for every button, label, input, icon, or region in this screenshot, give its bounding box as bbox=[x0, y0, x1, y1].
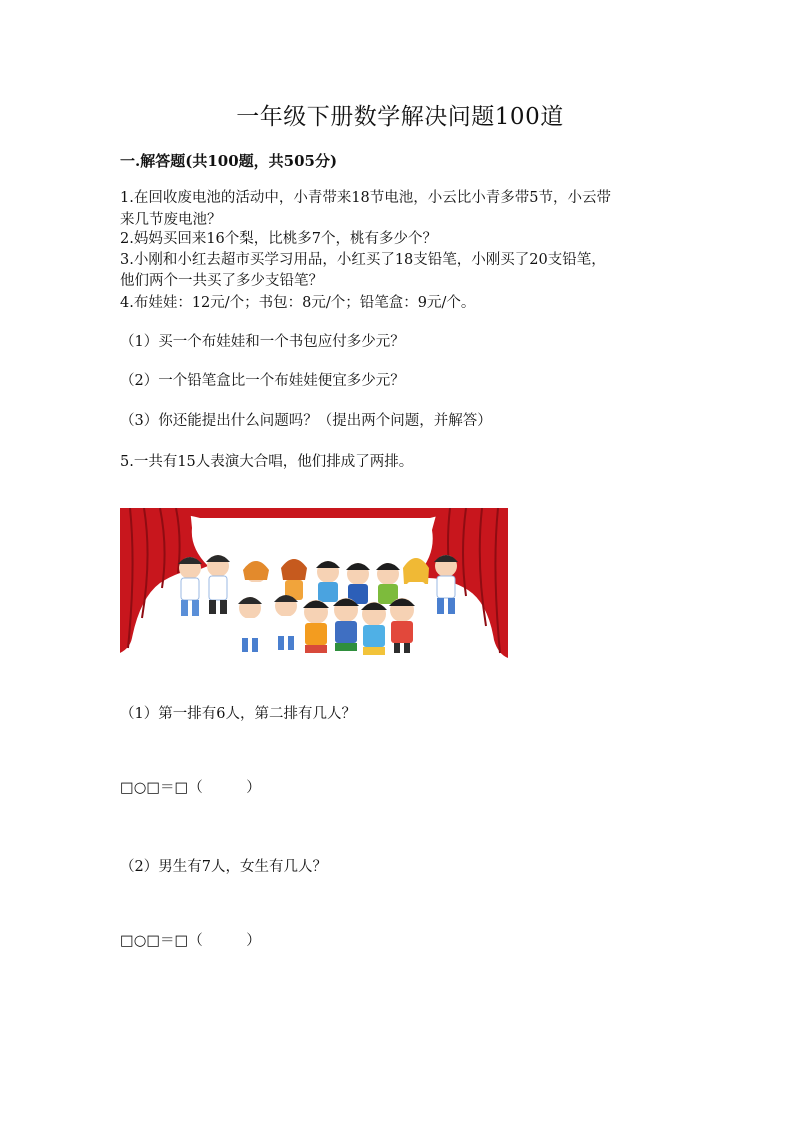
question-3-line-1: 3.小刚和小红去超市买学习用品，小红买了18支铅笔，小刚买了20支铅笔， bbox=[120, 252, 606, 268]
choir-stage-illustration bbox=[120, 508, 508, 663]
question-3-line-2: 他们两个一共买了多少支铅笔？ bbox=[120, 273, 323, 289]
question-4-sub-1: （1）买一个布娃娃和一个书包应付多少元？ bbox=[120, 334, 405, 350]
question-2: 2.妈妈买回来16个梨，比桃多7个，桃有多少个？ bbox=[120, 231, 438, 247]
question-1-line-2: 来几节废电池？ bbox=[120, 212, 222, 228]
question-4-sub-2: （2）一个铅笔盒比一个布娃娃便宜多少元？ bbox=[120, 373, 405, 389]
page-title: 一年级下册数学解决问题100道 bbox=[236, 104, 564, 130]
question-4: 4.布娃娃：12元/个；书包：8元/个；铅笔盒：9元/个。 bbox=[120, 295, 476, 311]
question-5-equation-1: □○□＝□（ ） bbox=[120, 780, 261, 796]
question-5-sub-1: （1）第一排有6人，第二排有几人？ bbox=[120, 706, 356, 722]
question-5-equation-2: □○□＝□（ ） bbox=[120, 933, 261, 949]
question-5-sub-2: （2）男生有7人，女生有几人？ bbox=[120, 859, 327, 875]
question-5: 5.一共有15人表演大合唱，他们排成了两排。 bbox=[120, 454, 414, 470]
question-1-line-1: 1.在回收废电池的活动中，小青带来18节电池，小云比小青多带5节，小云带 bbox=[120, 190, 612, 206]
question-4-sub-3: （3）你还能提出什么问题吗？（提出两个问题，并解答） bbox=[120, 413, 492, 429]
choir-stage-svg bbox=[120, 508, 508, 663]
section-heading: 一.解答题(共100题，共505分) bbox=[120, 152, 338, 170]
